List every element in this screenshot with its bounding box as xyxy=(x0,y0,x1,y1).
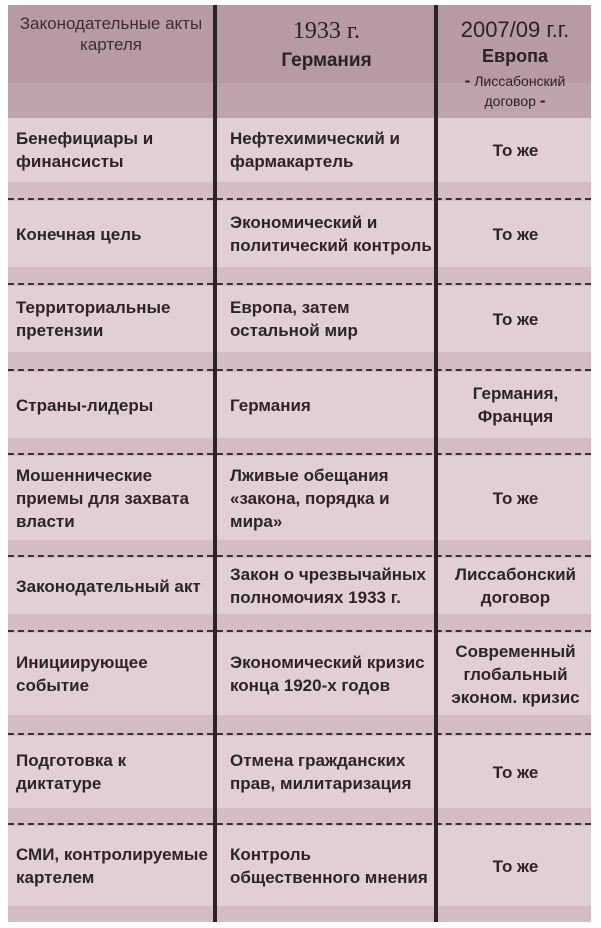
row-1933-value: Нефтехимический и фармакартель xyxy=(230,129,401,171)
dash-left: - xyxy=(464,71,471,90)
header-2007-treaty-text: Лиссабонский договор xyxy=(474,73,566,109)
row-separator xyxy=(8,198,591,200)
row-2007-value: То же xyxy=(492,224,539,244)
row-separator xyxy=(8,369,591,371)
header-2007-year: 2007/09 г.г. xyxy=(460,17,570,42)
row-separator xyxy=(8,283,591,285)
row-criterion: Бенефициары и финансисты xyxy=(16,129,154,171)
row-2007-value: То же xyxy=(492,140,539,160)
row-1933-value: Европа, затем остальной мир xyxy=(230,298,358,340)
column-divider-right xyxy=(434,5,438,922)
row-criterion: Законодательный акт xyxy=(16,576,201,596)
row-band-dark xyxy=(8,906,591,922)
row-1933-value: Закон о чрезвычайных полномочиях 1933 г. xyxy=(230,565,427,607)
row-2007-value: То же xyxy=(492,309,539,329)
row-separator xyxy=(8,555,591,557)
row-separator xyxy=(8,733,591,735)
header-1933-place: Германия xyxy=(281,50,372,71)
row-criterion: Территориальные претензии xyxy=(16,298,171,340)
header-1933-year: 1933 г. xyxy=(292,18,361,44)
header-2007-place: Европа xyxy=(482,46,548,66)
row-separator xyxy=(8,630,591,632)
table-row xyxy=(8,736,591,826)
row-criterion: Конечная цель xyxy=(16,224,142,244)
table-row xyxy=(8,558,591,633)
row-1933-value: Экономический и политический контроль xyxy=(230,213,432,255)
row-1933-value: Контроль общественного мнения xyxy=(230,845,428,887)
table-row xyxy=(8,633,591,736)
row-2007-value: То же xyxy=(492,488,539,508)
table-row xyxy=(8,201,591,286)
table-row xyxy=(8,118,591,201)
row-2007-value: Современный глобальный эконом. кризис xyxy=(451,641,580,707)
table-row xyxy=(8,286,591,372)
row-2007-value: То же xyxy=(492,856,539,876)
dash-right: - xyxy=(539,91,546,110)
row-criterion: Подготовка к диктатуре xyxy=(16,751,127,793)
row-2007-value: Лиссабонский договор xyxy=(455,565,576,607)
row-separator xyxy=(8,823,591,825)
table-row xyxy=(8,456,591,558)
header-col-acts: Законодательные акты картеля xyxy=(19,14,203,54)
row-2007-value: То же xyxy=(492,762,539,782)
header-2007-treaty xyxy=(439,71,591,111)
row-separator xyxy=(8,453,591,455)
row-1933-value: Отмена гражданских прав, милитаризация xyxy=(230,751,412,793)
row-criterion: СМИ, контролируемые картелем xyxy=(16,845,208,887)
comparison-table xyxy=(8,5,591,922)
column-divider-left xyxy=(213,5,217,922)
row-1933-value: Экономический кризис конца 1920-х годов xyxy=(230,653,425,695)
table-row xyxy=(8,826,591,922)
table-row xyxy=(8,372,591,456)
table-header xyxy=(8,5,591,118)
header-col-1933 xyxy=(218,5,435,118)
row-criterion: Инициирующее событие xyxy=(16,653,148,695)
row-2007-value: Германия, Франция xyxy=(472,384,559,426)
row-criterion: Страны-лидеры xyxy=(16,395,154,415)
header-col-2007 xyxy=(439,5,591,118)
row-1933-value: Лживые обещания «закона, порядка и мира» xyxy=(230,465,390,531)
row-criterion: Мошеннические приемы для захвата власти xyxy=(16,465,189,531)
row-1933-value: Германия xyxy=(230,395,311,415)
